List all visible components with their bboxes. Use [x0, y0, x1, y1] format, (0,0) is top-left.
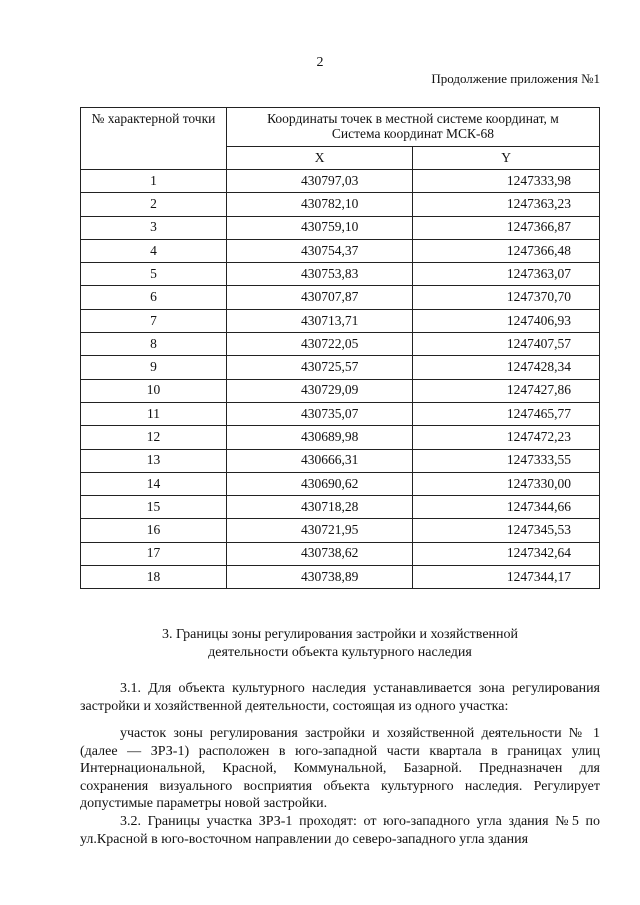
x-coordinate-cell — [226, 193, 412, 216]
y-coordinate-value: 1247366,87 — [506, 219, 571, 235]
y-coordinate-value: 1247345,53 — [506, 522, 571, 538]
y-coordinate-value: 1247333,98 — [506, 172, 571, 188]
y-coordinate-cell — [413, 426, 600, 449]
y-coordinate-cell — [413, 496, 600, 519]
x-coordinate-value: 430738,62 — [300, 545, 359, 561]
x-coordinate-cell — [226, 286, 412, 309]
x-coordinate-value: 430690,62 — [300, 475, 359, 491]
y-coordinate-cell — [413, 333, 600, 356]
table-row — [81, 356, 600, 379]
point-number-cell: 5 — [81, 263, 227, 286]
header-coordinates-line2: Система координат МСК-68 — [331, 126, 495, 141]
x-coordinate-cell — [226, 566, 412, 589]
point-number-cell: 11 — [81, 402, 227, 425]
y-coordinate-value: 1247333,55 — [506, 452, 571, 468]
coordinates-table — [80, 107, 600, 589]
point-number-cell: 18 — [81, 566, 227, 589]
table-row — [81, 426, 600, 449]
table-row — [81, 193, 600, 216]
x-coordinate-value: 430718,28 — [300, 498, 359, 514]
x-coordinate-value: 430754,37 — [300, 242, 359, 258]
point-number-cell: 2 — [81, 193, 227, 216]
y-coordinate-cell — [413, 286, 600, 309]
x-coordinate-value: 430759,10 — [300, 219, 359, 235]
paragraph-3-1: 3.1. Для объекта культурного наследия устанавливается зона регулирования застройки и хозяйственной деятельности, состоящая из одного участка: — [80, 681, 600, 714]
point-number-cell: 6 — [81, 286, 227, 309]
y-coordinate-value: 1247366,48 — [506, 242, 571, 258]
point-number-cell: 17 — [81, 542, 227, 565]
point-number-cell: 1 — [81, 170, 227, 193]
x-coordinate-value: 430721,95 — [300, 522, 359, 538]
point-number-cell: 16 — [81, 519, 227, 542]
x-coordinate-value: 430753,83 — [300, 265, 359, 281]
y-coordinate-value: 1247344,66 — [506, 498, 571, 514]
point-number-cell: 3 — [81, 216, 227, 239]
y-coordinate-value: 1247406,93 — [506, 312, 571, 328]
point-number-cell: 8 — [81, 333, 227, 356]
x-coordinate-cell — [226, 239, 412, 262]
x-coordinate-value: 430797,03 — [300, 172, 359, 188]
point-number-cell: 15 — [81, 496, 227, 519]
y-coordinate-cell — [413, 379, 600, 402]
table-row — [81, 239, 600, 262]
header-point-number: № характерной точки — [81, 108, 227, 170]
table-row — [81, 449, 600, 472]
x-coordinate-cell — [226, 472, 412, 495]
table-row — [81, 333, 600, 356]
x-coordinate-cell — [226, 309, 412, 332]
coordinates-table-body — [81, 170, 600, 589]
x-coordinate-cell — [226, 402, 412, 425]
x-coordinate-cell — [226, 170, 412, 193]
point-number-cell: 9 — [81, 356, 227, 379]
table-row — [81, 472, 600, 495]
x-coordinate-cell — [226, 379, 412, 402]
point-number-cell: 14 — [81, 472, 227, 495]
paragraph-zone-description: участок зоны регулирования застройки и хозяйственной деятельности № 1 (далее — ЗРЗ-1) расположен в юго-западной части квартала в границах улиц Интернациональной, Красной, Коммунальной, Базарной. Предназначен для сохранения визуального восприятия объекта культурного наследия. Регулирует допустимые параметры новой застройки. — [80, 726, 600, 811]
header-coordinates — [226, 108, 599, 147]
x-coordinate-cell — [226, 496, 412, 519]
x-coordinate-value: 430666,31 — [300, 452, 359, 468]
y-coordinate-cell — [413, 402, 600, 425]
y-coordinate-cell — [413, 356, 600, 379]
point-number-cell: 10 — [81, 379, 227, 402]
y-coordinate-cell — [413, 566, 600, 589]
x-coordinate-value: 430725,57 — [300, 359, 359, 375]
table-row — [81, 309, 600, 332]
table-row — [81, 566, 600, 589]
appendix-continuation-note: Продолжение приложения №1 — [431, 71, 600, 86]
table-row — [81, 379, 600, 402]
x-coordinate-cell — [226, 426, 412, 449]
x-coordinate-value: 430738,89 — [300, 568, 359, 584]
y-coordinate-value: 1247407,57 — [506, 335, 571, 351]
y-coordinate-value: 1247465,77 — [506, 405, 571, 421]
y-coordinate-cell — [413, 263, 600, 286]
y-coordinate-cell — [413, 449, 600, 472]
header-x: X — [226, 147, 412, 170]
paragraph-3-2: 3.2. Границы участка ЗРЗ-1 проходят: от юго-западного угла здания №5 по ул.Красной в юго-восточном направлении до северо-западного угла здания — [80, 814, 600, 847]
section-title — [80, 626, 600, 662]
table-row — [81, 216, 600, 239]
y-coordinate-value: 1247428,34 — [506, 359, 571, 375]
x-coordinate-value: 430729,09 — [300, 382, 359, 398]
x-coordinate-cell — [226, 449, 412, 472]
x-coordinate-value: 430782,10 — [300, 196, 359, 212]
point-number-cell: 4 — [81, 239, 227, 262]
table-row — [81, 263, 600, 286]
y-coordinate-cell — [413, 542, 600, 565]
x-coordinate-value: 430707,87 — [300, 289, 359, 305]
x-coordinate-value: 430689,98 — [300, 428, 359, 444]
y-coordinate-value: 1247330,00 — [506, 475, 571, 491]
y-coordinate-value: 1247472,23 — [506, 428, 571, 444]
y-coordinate-cell — [413, 216, 600, 239]
x-coordinate-cell — [226, 216, 412, 239]
header-coordinates-line1: Координаты точек в местной системе координат, м — [267, 111, 559, 127]
table-row — [81, 402, 600, 425]
point-number-cell: 7 — [81, 309, 227, 332]
x-coordinate-cell — [226, 542, 412, 565]
y-coordinate-value: 1247370,70 — [506, 289, 571, 305]
x-coordinate-value: 430713,71 — [300, 312, 359, 328]
page-number: 2 — [316, 55, 324, 70]
point-number-cell: 13 — [81, 449, 227, 472]
y-coordinate-value: 1247427,86 — [506, 382, 571, 398]
table-row — [81, 519, 600, 542]
x-coordinate-cell — [226, 333, 412, 356]
table-row — [81, 496, 600, 519]
y-coordinate-value: 1247344,17 — [506, 568, 571, 584]
section-title-line1: 3. Границы зоны регулирования застройки и хозяйственной — [161, 627, 519, 642]
y-coordinate-cell — [413, 239, 600, 262]
y-coordinate-cell — [413, 519, 600, 542]
x-coordinate-value: 430722,05 — [300, 335, 359, 351]
table-row — [81, 170, 600, 193]
table-row — [81, 286, 600, 309]
section-title-line2: деятельности объекта культурного наследия — [208, 645, 472, 660]
x-coordinate-value: 430735,07 — [300, 405, 359, 421]
x-coordinate-cell — [226, 519, 412, 542]
y-coordinate-cell — [413, 309, 600, 332]
point-number-cell: 12 — [81, 426, 227, 449]
x-coordinate-cell — [226, 356, 412, 379]
y-coordinate-value: 1247363,23 — [506, 196, 571, 212]
y-coordinate-cell — [413, 472, 600, 495]
y-coordinate-cell — [413, 193, 600, 216]
y-coordinate-value: 1247363,07 — [506, 265, 571, 281]
header-y: Y — [413, 147, 600, 170]
y-coordinate-cell — [413, 170, 600, 193]
x-coordinate-cell — [226, 263, 412, 286]
y-coordinate-value: 1247342,64 — [506, 545, 571, 561]
table-row — [81, 542, 600, 565]
